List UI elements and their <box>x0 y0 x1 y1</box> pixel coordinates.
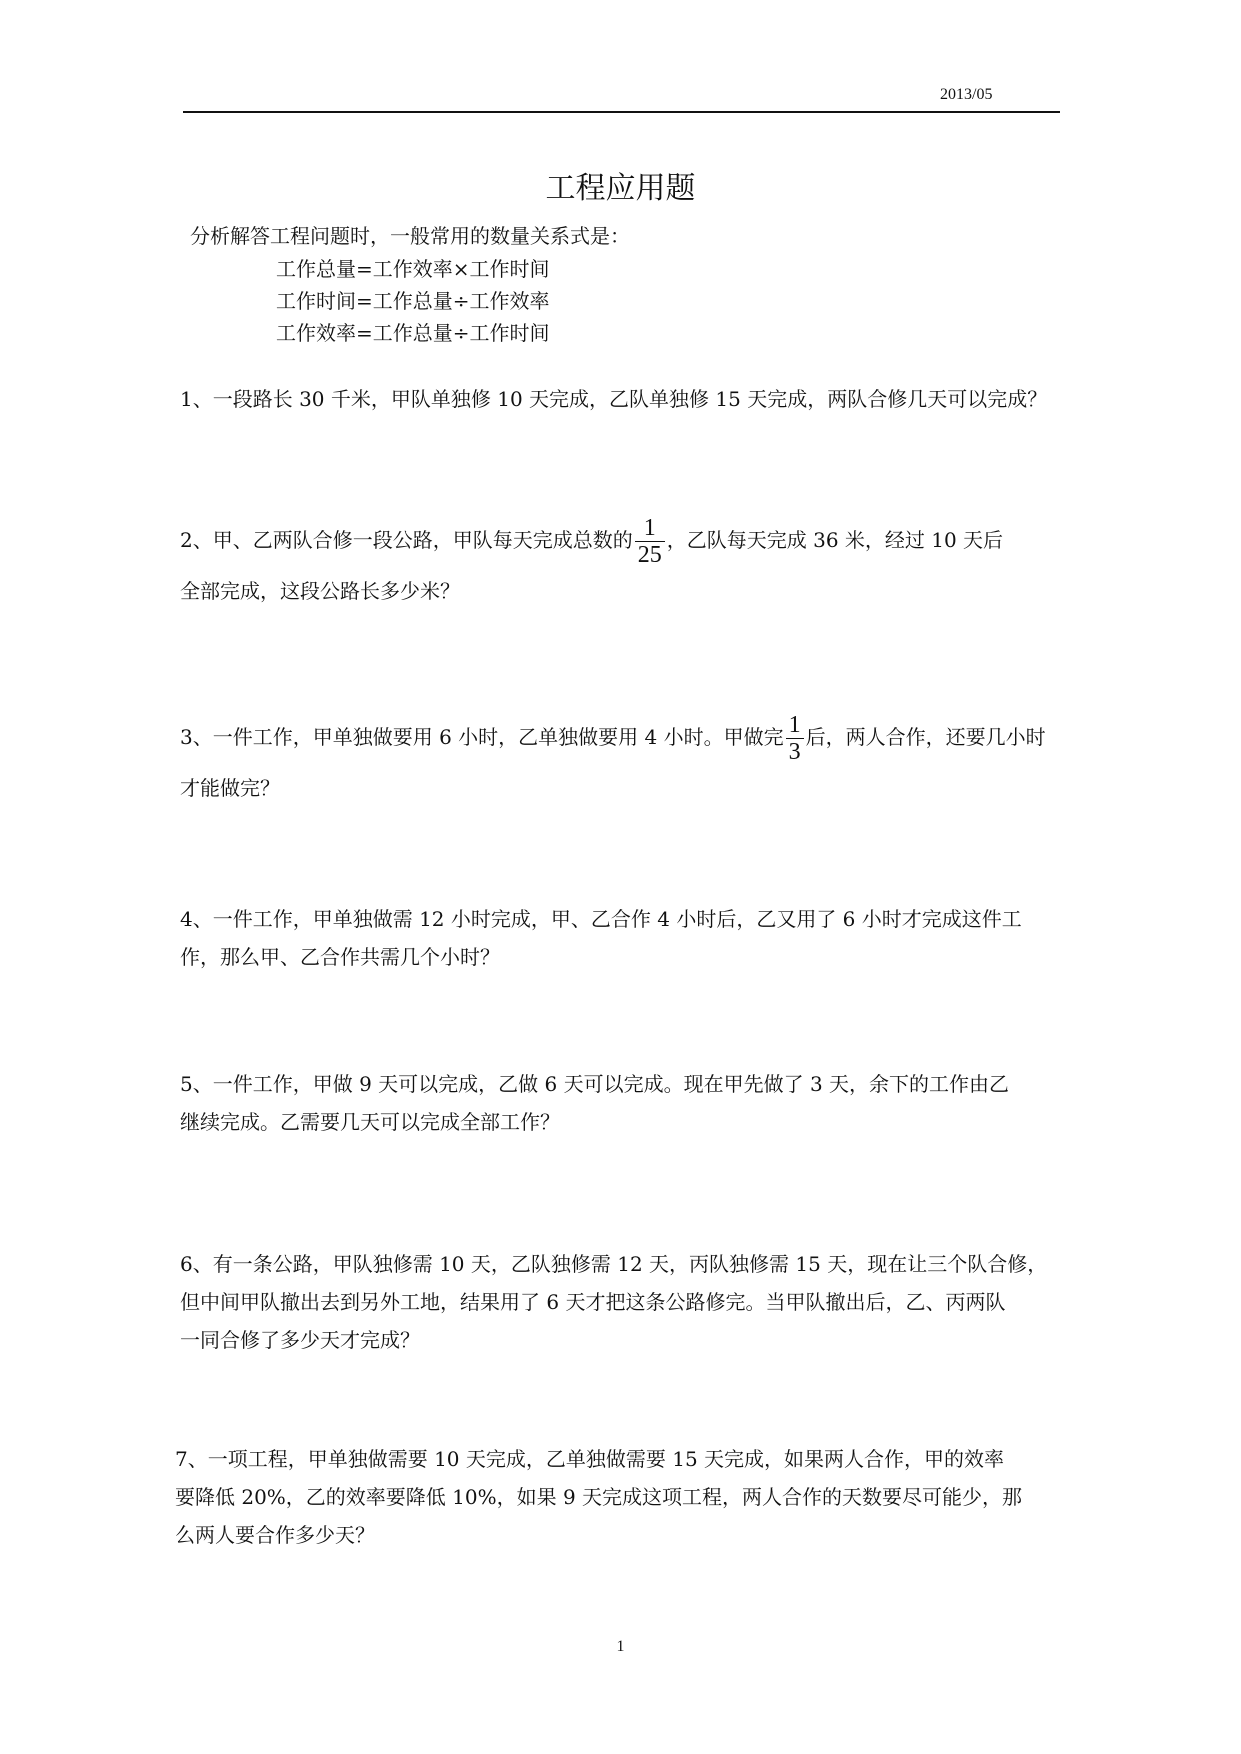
fraction-denominator: 25 <box>637 542 662 568</box>
fraction-denominator: 3 <box>788 739 801 765</box>
question-3-line-1 <box>180 712 1065 765</box>
formula-total-work: 工作总量=工作效率×工作时间 <box>276 257 550 281</box>
question-2-line-1 <box>180 515 1065 568</box>
question-7 <box>175 1440 1060 1554</box>
question-3-text-after: 后，两人合作，还要几小时 <box>805 725 1046 749</box>
question-4 <box>180 900 1065 976</box>
page-title: 工程应用题 <box>545 171 696 206</box>
question-3 <box>180 712 1065 807</box>
question-7-line-1: 7、一项工程，甲单独做需要 10 天完成，乙单独做需要 15 天完成，如果两人合作，甲的效率 <box>175 1447 1005 1471</box>
question-6-line-1: 6、有一条公路，甲队独修需 10 天，乙队独修需 12 天，丙队独修需 15 天，现在让三个队合修， <box>180 1252 1048 1276</box>
fraction-one-third <box>786 712 804 765</box>
question-2-text-after: ，乙队每天完成 36 米，经过 10 天后 <box>666 528 1004 552</box>
question-6-line-2: 但中间甲队撤出去到另外工地，结果用了 6 天才把这条公路修完。当甲队撤出后，乙、丙两队 <box>180 1290 1006 1314</box>
question-2-line-2: 全部完成，这段公路长多少米？ <box>180 579 460 603</box>
question-5 <box>180 1065 1065 1141</box>
fraction-numerator: 1 <box>635 515 665 542</box>
question-3-text-before: 3、一件工作，甲单独做要用 6 小时，乙单独做要用 4 小时。甲做完 <box>180 725 784 749</box>
question-2 <box>180 515 1065 610</box>
header-rule <box>183 111 1060 113</box>
question-2-text-before: 2、甲、乙两队合修一段公路，甲队每天完成总数的 <box>180 528 633 552</box>
question-4-line-1: 4、一件工作，甲单独做需 12 小时完成，甲、乙合作 4 小时后，乙又用了 6 小时才完成这件工 <box>180 907 1022 931</box>
question-5-line-1: 5、一件工作，甲做 9 天可以完成，乙做 6 天可以完成。现在甲先做了 3 天，余下的工作由乙 <box>180 1072 1010 1096</box>
fraction-one-twenty-fifth <box>635 515 665 568</box>
question-1 <box>180 380 1065 418</box>
intro-text: 分析解答工程问题时，一般常用的数量关系式是： <box>190 224 630 248</box>
question-6-line-3: 一同合修了多少天才完成？ <box>180 1328 420 1352</box>
question-4-line-2: 作，那么甲、乙合作共需几个小时？ <box>180 945 500 969</box>
formula-work-rate: 工作效率=工作总量÷工作时间 <box>276 321 550 345</box>
question-5-line-2: 继续完成。乙需要几天可以完成全部工作？ <box>180 1110 560 1134</box>
question-7-line-2: 要降低 20%，乙的效率要降低 10%，如果 9 天完成这项工程，两人合作的天数要尽可能少，那 <box>175 1485 1023 1509</box>
question-7-line-3: 么两人要合作多少天？ <box>175 1523 375 1547</box>
page-number: 1 <box>616 1638 625 1655</box>
question-3-line-2: 才能做完？ <box>180 776 280 800</box>
formula-work-time: 工作时间=工作总量÷工作效率 <box>276 289 550 313</box>
question-1-line-1: 1、一段路长 30 千米，甲队单独修 10 天完成，乙队单独修 15 天完成，两队合修几天可以完成？ <box>180 387 1048 411</box>
fraction-numerator: 1 <box>786 712 804 739</box>
question-6 <box>180 1245 1065 1359</box>
header-date: 2013/05 <box>940 86 993 103</box>
